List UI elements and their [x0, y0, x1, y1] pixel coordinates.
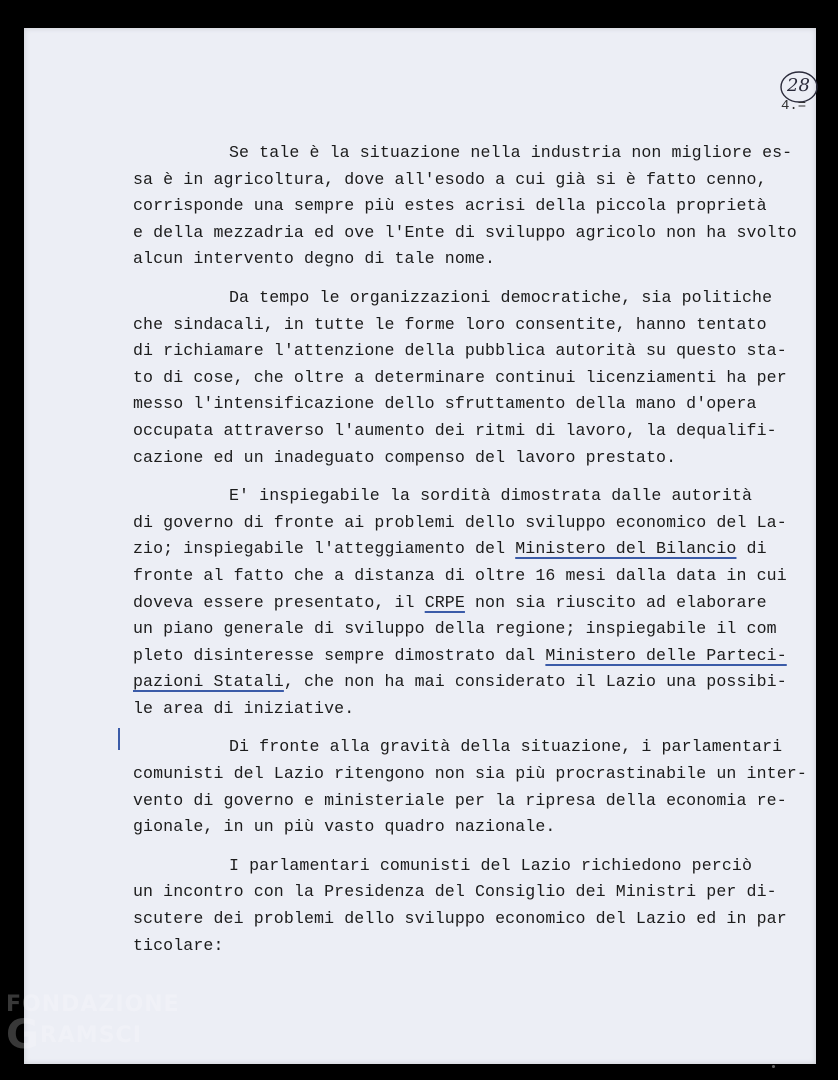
paragraph	[133, 140, 797, 273]
text-segment: di governo di fronte ai problemi dello sviluppo economico del La-	[133, 512, 787, 532]
text-line	[133, 483, 793, 510]
text-segment: comunisti del Lazio ritengono non sia più procrastinabile un inter-	[133, 764, 807, 784]
watermark-logo	[6, 990, 180, 1058]
text-line	[133, 365, 793, 392]
paragraph	[133, 734, 807, 840]
text-segment: corrisponde una sempre più estes acrisi della piccola proprietà	[133, 196, 767, 216]
text-line	[133, 193, 793, 220]
text-line	[133, 761, 807, 788]
text-line	[133, 140, 793, 167]
paragraph	[133, 853, 793, 959]
text-segment: non sia riuscito ad elaborare	[464, 592, 767, 612]
text-line	[133, 445, 793, 472]
text-line	[133, 696, 793, 723]
paragraph	[133, 483, 793, 722]
text-segment: Se tale è la situazione nella industria non migliore es-	[229, 143, 793, 162]
text-segment: ticolare:	[133, 935, 224, 955]
underlined-phrase: Ministero del Bilancio	[515, 539, 737, 559]
underlined-phrase: Ministero delle Parteci-	[545, 645, 787, 665]
text-line	[133, 590, 793, 617]
text-line	[133, 220, 797, 247]
folio-number: 28	[787, 75, 810, 96]
text-segment: alcun intervento degno di tale nome.	[133, 249, 496, 269]
text-line	[133, 643, 793, 670]
document-body	[133, 140, 807, 971]
underlined-phrase: CRPE	[424, 592, 465, 612]
watermark-line-2	[6, 1012, 180, 1058]
text-segment: un piano generale di sviluppo della regione; inspiegabile il com	[133, 619, 777, 639]
text-line	[133, 536, 793, 563]
text-segment: I parlamentari comunisti del Lazio richiedono perciò	[229, 855, 753, 875]
text-segment: fronte al fatto che a distanza di oltre 16 mesi dalla data in cui	[133, 565, 787, 585]
text-line	[133, 814, 793, 841]
text-segment: sa è in agricoltura, dove all'esodo a cui già si è fatto cenno,	[133, 169, 767, 189]
text-segment: cazione ed un inadeguato compenso del lavoro prestato.	[133, 447, 677, 467]
text-segment: zio; inspiegabile l'atteggiamento del	[133, 539, 516, 559]
text-segment: E' inspiegabile la sordità dimostrata dalle autorità	[229, 486, 753, 506]
text-line	[133, 853, 793, 880]
text-segment: Di fronte alla gravità della situazione, i parlamentari	[229, 737, 783, 757]
watermark-rest: RAMSCI	[39, 1023, 142, 1048]
text-line	[133, 510, 793, 537]
margin-pen-mark	[118, 728, 120, 750]
text-line	[133, 879, 793, 906]
text-line	[133, 563, 793, 590]
text-segment: , che non ha mai considerato il Lazio una possibi-	[283, 672, 787, 692]
text-line	[133, 734, 793, 761]
text-segment: vento di governo e ministeriale per la ripresa della economia re-	[133, 790, 787, 810]
text-line	[133, 167, 793, 194]
text-line	[133, 285, 793, 312]
text-line	[133, 906, 793, 933]
text-segment: Da tempo le organizzazioni democratiche, sia politiche	[229, 287, 773, 307]
text-line	[133, 616, 793, 643]
text-segment: occupata attraverso l'aumento dei ritmi di lavoro, la dequalifi-	[133, 420, 777, 440]
paragraph	[133, 285, 793, 471]
text-segment: gionale, in un più vasto quadro nazionale.	[133, 817, 556, 837]
text-segment: pleto disinteresse sempre dimostrato dal	[133, 645, 546, 665]
text-line	[133, 338, 793, 365]
text-segment: scutere dei problemi dello sviluppo economico del Lazio ed in par	[133, 909, 787, 929]
text-line	[133, 669, 793, 696]
watermark-initial: G	[6, 1012, 40, 1058]
watermark-line-1: FONDAZIONE	[6, 992, 180, 1017]
text-segment: di	[736, 539, 767, 559]
text-segment: le area di iniziative.	[133, 698, 355, 718]
text-segment: un incontro con la Presidenza del Consiglio dei Ministri per di-	[133, 882, 777, 902]
text-line	[133, 246, 793, 273]
text-line	[133, 391, 793, 418]
text-segment: to di cose, che oltre a determinare continui licenziamenti ha per	[133, 367, 787, 387]
paper-speck	[772, 1065, 775, 1068]
text-line	[133, 418, 793, 445]
text-segment: messo l'intensificazione dello sfruttamento della mano d'opera	[133, 394, 757, 414]
text-line	[133, 312, 793, 339]
text-segment: doveva essere presentato, il	[133, 592, 425, 612]
text-line	[133, 933, 793, 960]
page-number: 4.=	[781, 98, 807, 114]
text-segment: e della mezzadria ed ove l'Ente di sviluppo agricolo non ha svolto	[133, 222, 797, 242]
text-line	[133, 788, 793, 815]
text-segment: che sindacali, in tutte le forme loro consentite, hanno tentato	[133, 314, 767, 334]
underlined-phrase: pazioni Statali	[133, 672, 284, 692]
text-segment: di richiamare l'attenzione della pubblica autorità su questo sta-	[133, 341, 787, 361]
